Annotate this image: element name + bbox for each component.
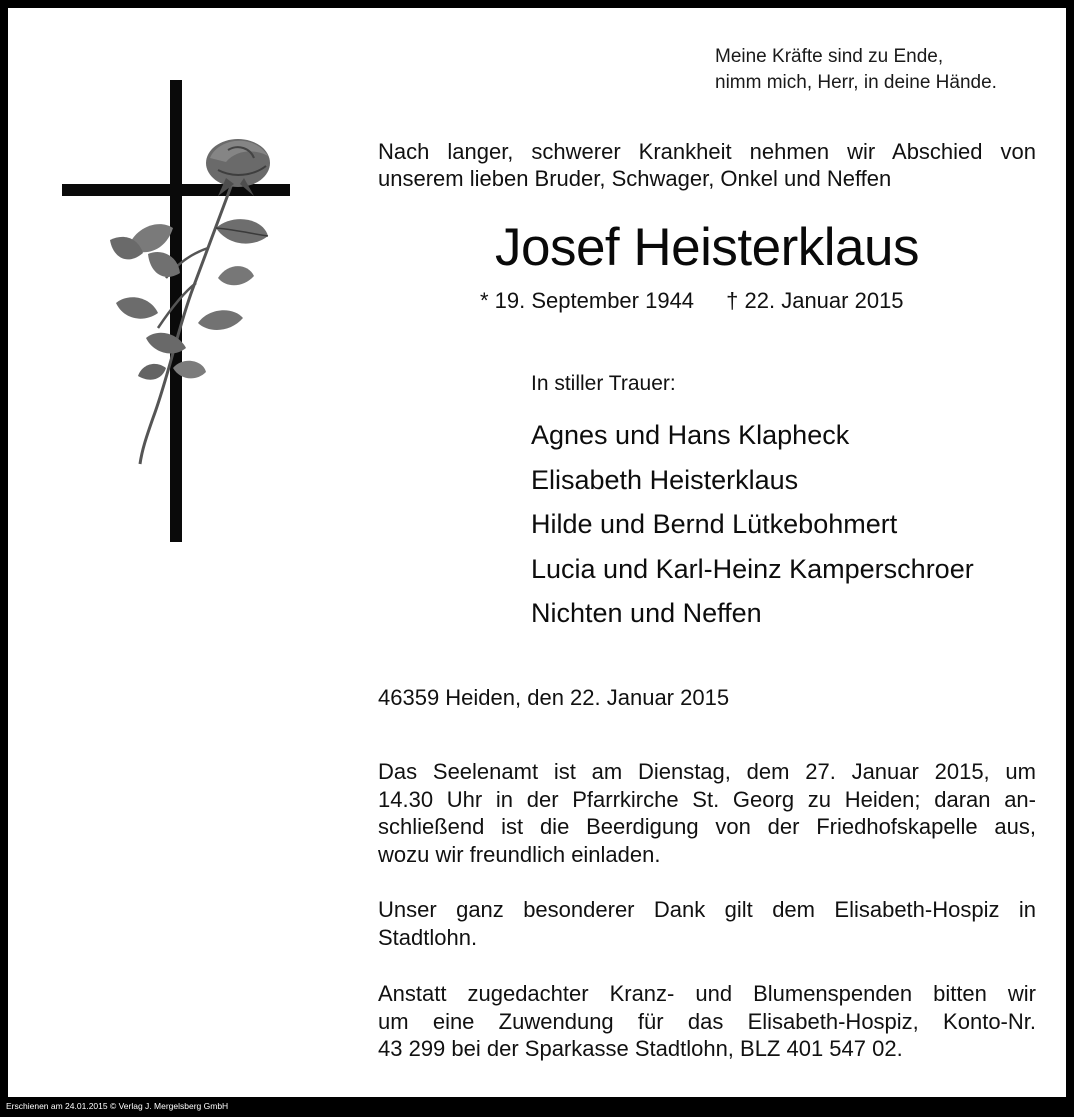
paragraph-line: 43 299 bei der Sparkasse Stadtlohn, BLZ 401 547 02.: [378, 1036, 903, 1061]
life-dates: [480, 287, 904, 315]
mourner-name: Nichten und Neffen: [531, 598, 762, 628]
motto-line: Meine Kräfte sind zu Ende,: [715, 46, 944, 67]
paragraph-line: wozu wir freundlich einladen.: [378, 841, 661, 867]
publication-footer: Erschienen am 24.01.2015 © Verlag J. Mergelsberg GmbH: [6, 1101, 229, 1111]
paragraph-line: Stadtlohn.: [378, 924, 478, 950]
paragraph-line: 14.30 Uhr in der Pfarrkirche St. Georg zu Heiden; daran an-: [378, 786, 1036, 812]
paragraph-line: Das Seelenamt ist am Dienstag, dem 27. Januar 2015, um: [378, 759, 1036, 784]
motto: [715, 44, 1045, 96]
mourner-name: Hilde und Bernd Lütkebohmert: [531, 509, 898, 539]
funeral-paragraph: [378, 758, 1036, 868]
mourner-name: Lucia und Karl-Heinz Kamperschroer: [531, 553, 974, 584]
mourner-name: Elisabeth Heisterklaus: [531, 464, 799, 495]
motto-line: nimm mich, Herr, in deine Hände.: [715, 72, 997, 93]
paragraph-line: um eine Zuwendung für das Elisabeth-Hospiz, Konto-Nr.: [378, 1008, 1036, 1034]
cross-with-rose-icon: [58, 78, 298, 548]
mourner-name: Agnes und Hans Klapheck: [531, 420, 850, 450]
donation-paragraph: [378, 980, 1036, 1063]
place-date: 46359 Heiden, den 22. Januar 2015: [378, 685, 730, 710]
thanks-paragraph: [378, 896, 1036, 951]
birth-date: * 19. September 1944: [480, 288, 695, 313]
paragraph-line: schließend ist die Beerdigung von der Friedhofskapelle aus,: [378, 814, 1036, 839]
paragraph-line: Unser ganz besonderer Dank gilt dem Elisabeth-Hospiz in: [378, 897, 1036, 922]
intro-line: unserem lieben Bruder, Schwager, Onkel und Neffen: [378, 166, 892, 191]
intro-line: Nach langer, schwerer Krankheit nehmen wir Abschied von: [378, 139, 1036, 164]
mourning-label: In stiller Trauer:: [531, 372, 676, 395]
mourner-list: [531, 413, 974, 636]
paragraph-line: Anstatt zugedachter Kranz- und Blumenspenden bitten wir: [378, 981, 1036, 1006]
intro-text: [378, 138, 1036, 192]
deceased-name: Josef Heisterklaus: [494, 218, 919, 277]
death-date: † 22. Januar 2015: [726, 288, 904, 313]
obituary-card: [8, 8, 1066, 1097]
